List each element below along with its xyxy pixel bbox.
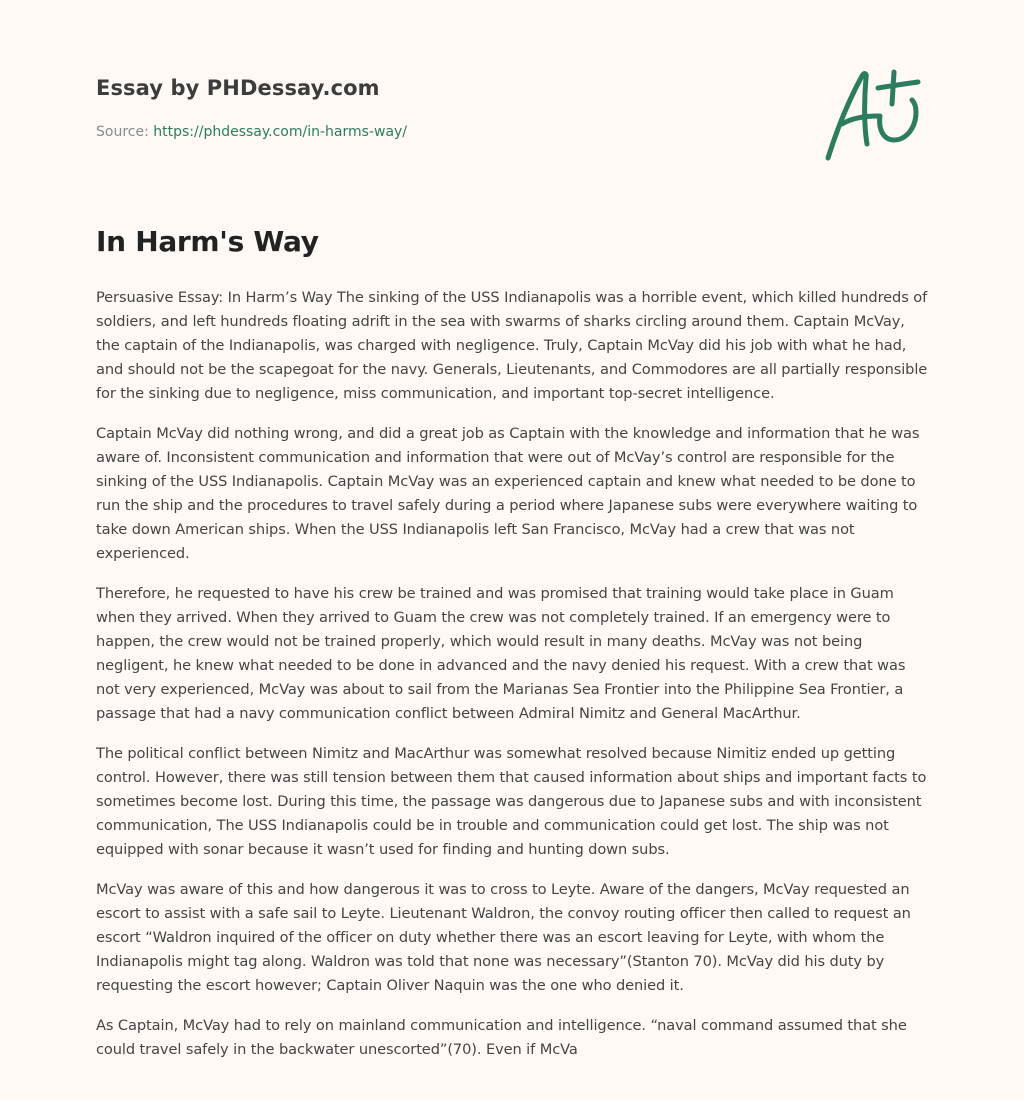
essay-paragraph: As Captain, McVay had to rely on mainland communication and intelligence. “naval command assumed that she could travel safely in the backwater unescorted”(70). Even if McVa: [96, 1017, 907, 1058]
a-plus-logo-icon: [822, 66, 928, 166]
source-label: Source:: [96, 124, 154, 140]
source-line: [96, 124, 407, 140]
essay-title: In Harm's Way: [96, 225, 319, 258]
essay-paragraph: McVay was aware of this and how dangerous it was to cross to Leyte. Aware of the dangers, McVay requested an escort to assist with a safe sail to Leyte. Lieutenant Waldron, the convoy routing officer then called to request an escort “Waldron inquired of the officer on duty whether there was an escort leaving for Leyte, with whom the Indianapolis might tag along. Waldron was told that none was necessary”(Stanton 70). McVay did his duty by requesting the escort however; Captain Oliver Naquin was the one who denied it.: [96, 881, 911, 994]
essay-body: [96, 286, 928, 1078]
essay-paragraph: Captain McVay did nothing wrong, and did a great job as Captain with the knowledge and information that he was aware of. Inconsistent communication and information that were out of McVay’s control are responsible for the sinking of the USS Indianapolis. Captain McVay was an experienced captain and knew what needed to be done to run the ship and the procedures to travel safely during a period where Japanese subs were everywhere waiting to take down American ships. When the USS Indianapolis left San Francisco, McVay had a crew that was not experienced.: [96, 425, 920, 562]
source-link[interactable]: https://phdessay.com/in-harms-way/: [153, 124, 408, 140]
essay-paragraph: The political conflict between Nimitz and MacArthur was somewhat resolved because Nimitiz ended up getting control. However, there was still tension between them that caused information about ships and important facts to sometimes become lost. During this time, the passage was dangerous due to Japanese subs and with inconsistent communication, The USS Indianapolis could be in trouble and communication could get lost. The ship was not equipped with sonar because it wasn’t used for finding and hunting down subs.: [96, 745, 927, 858]
essay-paragraph: Persuasive Essay: In Harm’s Way The sinking of the USS Indianapolis was a horrible event, which killed hundreds of soldiers, and left hundreds floating adrift in the sea with swarms of sharks circling around them. Captain McVay, the captain of the Indianapolis, was charged with negligence. Truly, Captain McVay did his job with what he had, and should not be the scapegoat for the navy. Generals, Lieutenants, and Commodores are all partially responsible for the sinking due to negligence, miss communication, and important top-secret intelligence.: [96, 289, 928, 402]
essay-paragraph: Therefore, he requested to have his crew be trained and was promised that training would take place in Guam when they arrived. When they arrived to Guam the crew was not completely trained. If an emergency were to happen, the crew would not be trained properly, which would result in many deaths. McVay was not being negligent, he knew what needed to be done in advanced and the navy denied his request. With a crew that was not very experienced, McVay was about to sail from the Marianas Sea Frontier into the Philippine Sea Frontier, a passage that had a navy communication conflict between Admiral Nimitz and General MacArthur.: [96, 585, 906, 722]
site-brand: Essay by PHDessay.com: [96, 76, 380, 100]
header: [96, 0, 928, 190]
